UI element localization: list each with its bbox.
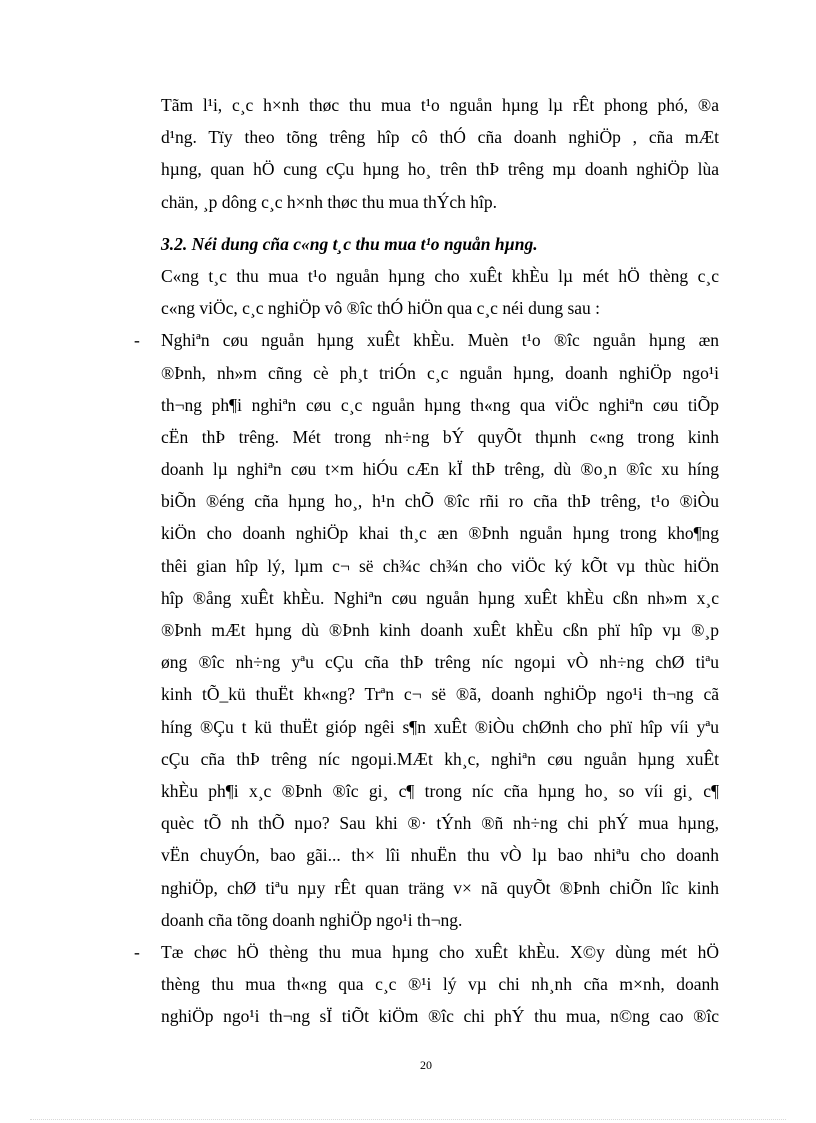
bullet-line: øng ®îc nh÷ng yªu cÇu cña thÞ trêng níc ngoµi vÒ nh÷ng chØ tiªu xyxy=(161,652,719,672)
paragraph-line: c«ng viÖc, c¸c nghiÖp vô ®îc thÓ hiÖn qua c¸c néi dung sau : xyxy=(161,298,601,318)
bullet-line: Nghiªn cøu nguån hµng xuÊt khÈu. Muèn t¹o ®îc nguån hµng æn xyxy=(161,330,719,350)
bullet-line: ®Þnh, nh»m cñng cè ph¸t triÓn c¸c nguån hµng, doanh nghiÖp ngo¹i xyxy=(161,363,719,383)
bullet-line: nghiÖp ngo¹i th¬ng sÏ tiÕt kiÖm ®îc chi phÝ thu mua, n©ng cao ®îc xyxy=(161,1006,719,1026)
paragraph-line: hµng, quan hÖ cung cÇu hµng ho¸ trên thÞ trêng mµ doanh nghiÖp lùa xyxy=(161,159,719,179)
bullet-line: vËn chuyÓn, bao gãi... th× lîi nhuËn thu vÒ lµ bao nhiªu cho doanh xyxy=(161,845,719,865)
paragraph-line: d¹ng. Tïy theo tõng trêng hîp cô thÓ cña doanh nghiÖp , cña mÆt xyxy=(161,127,719,147)
bullet-line: nghiÖp, chØ tiªu nµy rÊt quan träng v× nã quyÕt ®Þnh chiÕn lîc kinh xyxy=(161,878,719,898)
paragraph-line: C«ng t¸c thu mua t¹o nguån hµng cho xuÊt khÈu lµ mét hÖ thèng c¸c xyxy=(161,266,719,286)
bullet-line: cÇu cña thÞ trêng níc ngoµi.MÆt kh¸c, nghiªn cøu nguån hµng xuÊt xyxy=(161,749,719,769)
bullet-line: quèc tÕ nh thÕ nµo? Sau khi ®· tÝnh ®ñ nh÷ng chi phÝ mua hµng, xyxy=(161,813,719,833)
paragraph-line: chän, ¸p dông c¸c h×nh thøc thu mua thÝch hîp. xyxy=(161,192,497,212)
bullet-line: thèng thu mua th«ng qua c¸c ®¹i lý vµ chi nh¸nh cña m×nh, doanh xyxy=(161,974,719,994)
section-heading: 3.2. Néi dung cña c«ng t¸c thu mua t¹o nguån hµng. xyxy=(161,234,538,254)
bullet-dash: - xyxy=(134,942,140,962)
bullet-line: doanh lµ nghiªn cøu t×m hiÓu cÆn kÏ thÞ trêng, dù ®o¸n ®îc xu híng xyxy=(161,459,719,479)
bullet-line: cËn thÞ trêng. Mét trong nh÷ng bÝ quyÕt thµnh c«ng trong kinh xyxy=(161,427,719,447)
bullet-line: doanh cña tõng doanh nghiÖp ngo¹i th¬ng. xyxy=(161,910,463,930)
bullet-line: híng ®Çu t kü thuËt gióp ngêi s¶n xuÊt ®iÒu chØnh cho phï hîp víi yªu xyxy=(161,717,719,737)
bullet-line: biÕn ®éng cña hµng ho¸, h¹n chÕ ®îc rñi ro cña thÞ trêng, t¹o ®iÒu xyxy=(161,491,719,511)
bullet-line: thêi gian hîp lý, lµm c¬ së ch¾c ch¾n cho viÖc ký kÕt vµ thùc hiÖn xyxy=(161,556,719,576)
bullet-line: th¬ng ph¶i nghiªn cøu c¸c nguån hµng th«ng qua viÖc nghiªn cøu tiÕp xyxy=(161,395,719,415)
page-bottom-divider xyxy=(30,1119,786,1120)
bullet-line: hîp ®ång xuÊt khÈu. Nghiªn cøu nguån hµng xuÊt khÈu cßn nh»m x¸c xyxy=(161,588,719,608)
bullet-line: Tæ chøc hÖ thèng thu mua hµng cho xuÊt khÈu. X©y dùng mét hÖ xyxy=(161,942,719,962)
bullet-line: kiÖn cho doanh nghiÖp khai th¸c æn ®Þnh nguån hµng trong kho¶ng xyxy=(161,523,719,543)
paragraph-line: Tãm l¹i, c¸c h×nh thøc thu mua t¹o nguån hµng lµ rÊt phong phó, ®a xyxy=(161,95,719,115)
bullet-line: khÈu ph¶i x¸c ®Þnh ®îc gi¸ c¶ trong níc cña hµng ho¸ so víi gi¸ c¶ xyxy=(161,781,719,801)
bullet-dash: - xyxy=(134,330,140,350)
bullet-line: kinh tÕ_kü thuËt kh«ng? Trªn c¬ së ®ã, doanh nghiÖp ngo¹i th¬ng cã xyxy=(161,684,719,704)
bullet-line: ®Þnh mÆt hµng dù ®Þnh kinh doanh xuÊt khÈu cßn phï hîp vµ ®¸p xyxy=(161,620,719,640)
page-number: 20 xyxy=(420,1058,432,1072)
